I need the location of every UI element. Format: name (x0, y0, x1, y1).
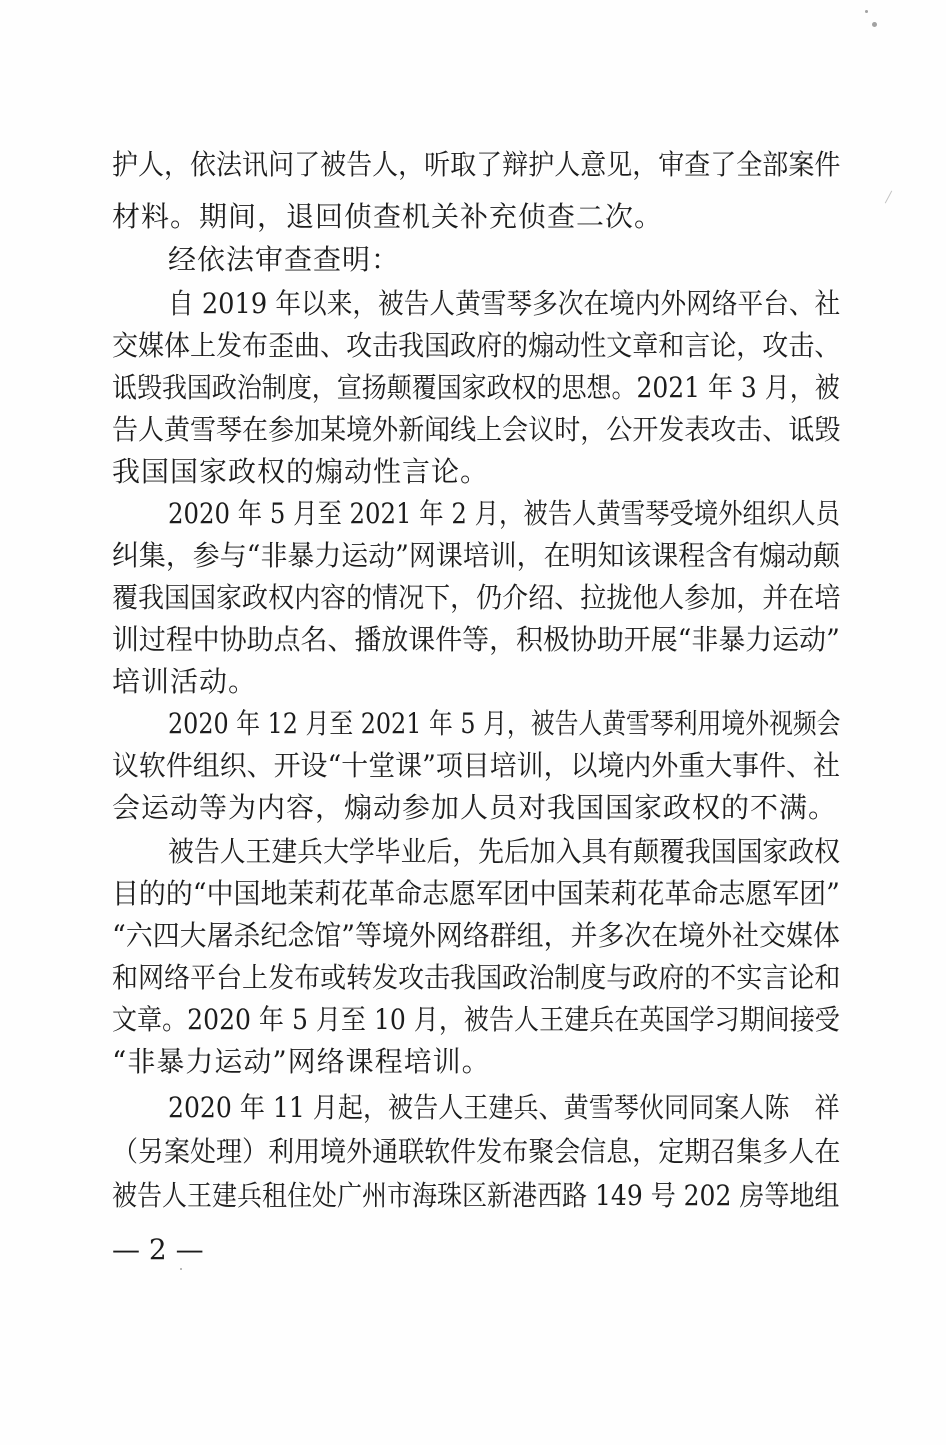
body-text-line: 诋毁我国政治制度，宣扬颠覆国家政权的思想。2021 年 3 月，被 (112, 371, 840, 404)
body-text-line: 议软件组织、开设“十堂课”项目培训，以境内外重大事件、社 (112, 749, 840, 782)
scan-speck (872, 22, 877, 27)
body-text-line: 交媒体上发布歪曲、攻击我国政府的煽动性文章和言论，攻击、 (112, 329, 841, 362)
body-text-line: 会运动等为内容，煽动参加人员对我国国家政权的不满。 (112, 791, 838, 824)
body-text-line: 纠集，参与“非暴力运动”网课培训，在明知该课程含有煽动颠 (112, 539, 840, 572)
body-text-line: 培训活动。 (112, 665, 258, 698)
body-text-line: 材料。期间，退回侦查机关补充侦查二次。 (112, 200, 664, 233)
body-text-line: 自 2019 年以来，被告人黄雪琴多次在境内外网络平台、社 (168, 287, 841, 320)
body-text-line: 覆我国国家政权内容的情况下，仍介绍、拉拢他人参加，并在培 (112, 581, 841, 614)
scan-stroke (885, 191, 892, 204)
body-text-line: 文章。2020 年 5 月至 10 月，被告人王建兵在英国学习期间接受 (112, 1003, 840, 1036)
body-text-line: 被告人王建兵大学毕业后，先后加入具有颠覆我国国家政权 (168, 835, 840, 868)
body-text-line: 训过程中协助点名、播放课件等，积极协助开展“非暴力运动” (112, 623, 840, 656)
body-text-line: 和网络平台上发布或转发攻击我国政治制度与政府的不实言论和 (112, 961, 841, 994)
body-text-line: 我国国家政权的煽动性言论。 (112, 455, 490, 488)
body-text-line: 2020 年 11 月起，被告人王建兵、黄雪琴伙同同案人陈 祥 (168, 1091, 840, 1124)
body-text-line: 被告人王建兵租住处广州市海珠区新港西路 149 号 202 房等地组 (112, 1179, 840, 1212)
body-text-line: “六四大屠杀纪念馆”等境外网络群组，并多次在境外社交媒体 (112, 919, 840, 952)
scan-speck (865, 10, 868, 13)
body-text-line: 告人黄雪琴在参加某境外新闻线上会议时，公开发表攻击、诋毁 (112, 413, 841, 446)
body-text-line: 2020 年 12 月至 2021 年 5 月，被告人黄雪琴利用境外视频会 (168, 707, 841, 740)
body-text-line: （另案处理）利用境外通联软件发布聚会信息，定期召集多人在 (112, 1135, 841, 1168)
body-text-line: 经依法审查查明： (168, 243, 401, 276)
body-text-line: “非暴力运动”网络课程培训。 (112, 1045, 491, 1078)
page-number: — 2 — (112, 1233, 204, 1266)
body-text-line: 目的的“中国地茉莉花革命志愿军团中国茉莉花革命志愿军团” (112, 877, 840, 910)
body-text-line: 护人，依法讯问了被告人，听取了辩护人意见，审查了全部案件 (112, 148, 841, 181)
body-text-line: 2020 年 5 月至 2021 年 2 月，被告人黄雪琴受境外组织人员 (168, 497, 841, 530)
